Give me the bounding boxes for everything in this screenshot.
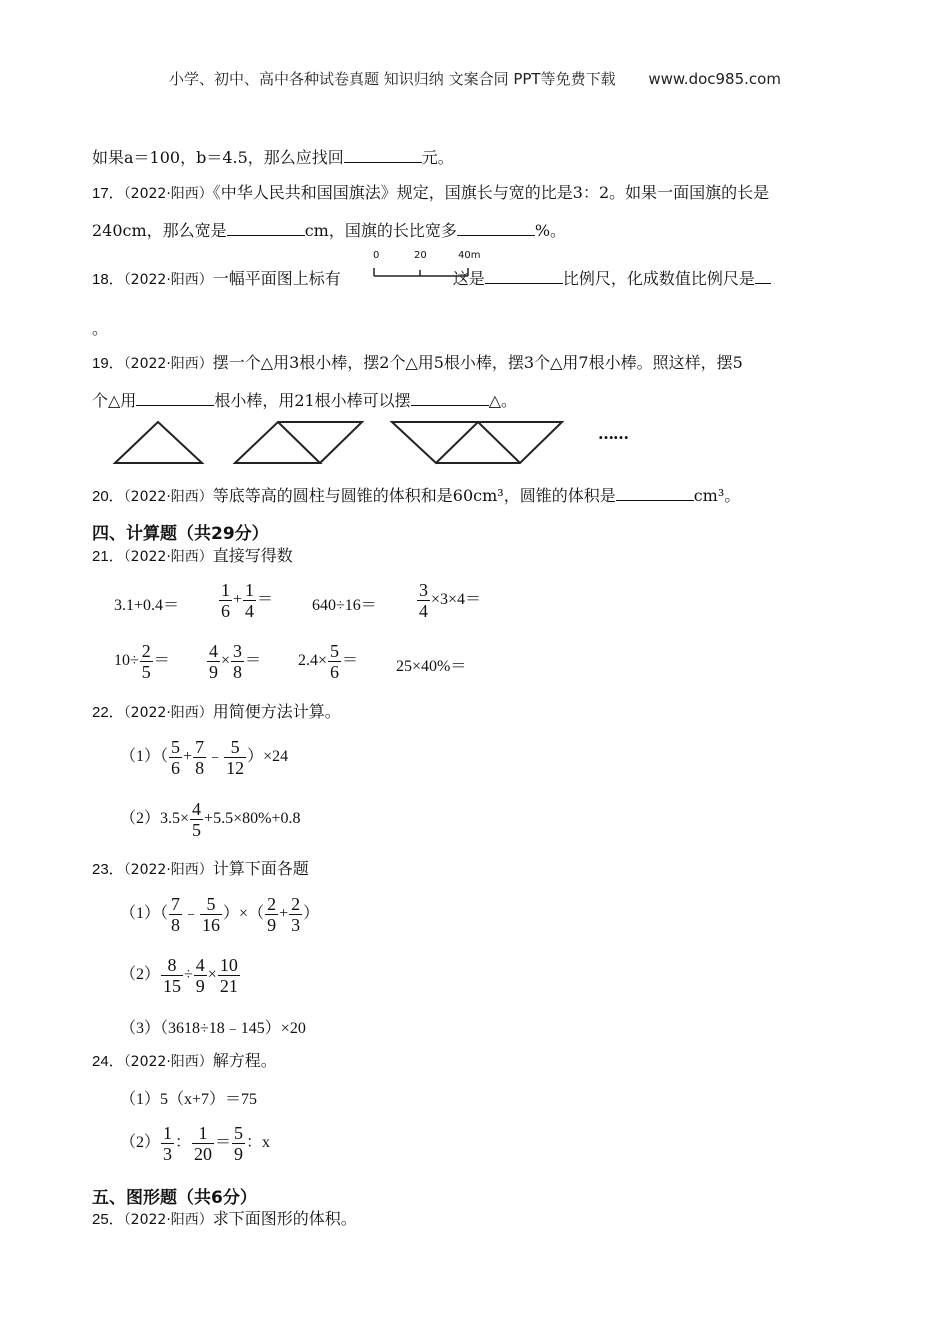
q24-p1: （1）5（x+7）＝75: [120, 1091, 258, 1108]
q23-p1: （1）（ $\frac{7}{8}$ ﹣ $\frac{5}{16}$ ）×（ $\frac{2}{9}$ + $\frac{2}{3}$ ）: [120, 894, 320, 935]
q21-r2-b: $\frac{4}{9}$ × $\frac{3}{8}$ ＝: [209, 641, 262, 682]
answer-blank[interactable]: [227, 219, 305, 236]
q22-line: 22．（2022·阳西）用简便方法计算。: [92, 702, 341, 721]
triangle-icon: [278, 422, 362, 463]
section-title-5: 五、图形题（共6分）: [92, 1188, 257, 1208]
q17-line2: 240cm，那么宽是 cm，国旗的长比宽多 %。: [92, 221, 567, 240]
q25-line: 25．（2022·阳西）求下面图形的体积。: [92, 1209, 357, 1228]
answer-blank[interactable]: [755, 267, 771, 284]
answer-blank[interactable]: [136, 389, 214, 406]
q18-line: 18．（2022·阳西）一幅平面图上标有 这是 比例尺，化成数值比例尺是: [92, 267, 771, 291]
answer-blank[interactable]: [457, 219, 535, 236]
answer-blank[interactable]: [616, 484, 694, 501]
q16-continuation: 如果a＝100，b＝4.5，那么应找回 元。: [92, 148, 454, 167]
q21-r1-b: $\frac{1}{6}$ + $\frac{1}{4}$ ＝: [221, 580, 274, 621]
q21-r2-d: 25×40%＝: [396, 658, 467, 675]
q24-line: 24．（2022·阳西）解方程。: [92, 1051, 277, 1070]
q22-p1: （1）（ $\frac{5}{6}$ + $\frac{7}{8}$ ﹣ $\frac{5}{12}$ ）×24: [120, 737, 289, 778]
answer-blank[interactable]: [485, 267, 563, 284]
answer-blank[interactable]: [411, 389, 489, 406]
q23-line: 23．（2022·阳西）计算下面各题: [92, 859, 309, 878]
q19-line2: 个△用 根小棒，用21根小棒可以摆 △。: [92, 391, 517, 410]
header-text: 小学、初中、高中各种试卷真题 知识归纳 文案合同 PPT等免费下载: [169, 70, 616, 88]
scale-bar-image: 0 20 40m: [370, 250, 474, 280]
triangle-icon: [115, 422, 202, 463]
triangle-icon: [235, 422, 320, 463]
section-title-4: 四、计算题（共29分）: [92, 524, 269, 544]
header-site: www.doc985.com: [648, 70, 781, 88]
page-header: [0, 68, 950, 89]
continuation-dots: ……: [598, 424, 628, 443]
q21-r2-a: 10÷ $\frac{2}{5}$ ＝: [114, 641, 170, 682]
q21-line: 21．（2022·阳西）直接写得数: [92, 546, 293, 565]
q24-p2: （2） $\frac{1}{3}$ ： $\frac{1}{20}$ ＝ $\frac{5}{9}$ ：x: [120, 1123, 271, 1164]
answer-blank[interactable]: [344, 146, 422, 163]
scale-bar-icon: [370, 262, 474, 280]
q23-p2: （2） $\frac{8}{15}$ ÷ $\frac{4}{9}$ × $\frac{10}{21}$: [120, 955, 238, 996]
q18-end: 。: [92, 319, 109, 338]
q20-line: 20．（2022·阳西）等底等高的圆柱与圆锥的体积和是60cm³，圆锥的体积是 cm³。: [92, 486, 741, 505]
q21-r1-a: 3.1+0.4＝: [114, 597, 180, 614]
triangle-sticks-figure: [110, 418, 650, 468]
q21-r1-d: $\frac{3}{4}$ ×3×4＝: [419, 580, 482, 621]
q21-r1-c: 640÷16＝: [312, 597, 377, 614]
q17-line1: 17．（2022·阳西）《中华人民共和国国旗法》规定，国旗长与宽的比是3：2。如果一面国旗的长是: [92, 183, 770, 202]
q22-p2: （2）3.5× $\frac{4}{5}$ +5.5×80%+0.8: [120, 799, 301, 840]
triangle-icon: [392, 422, 562, 463]
q21-r2-c: 2.4× $\frac{5}{6}$ ＝: [298, 641, 359, 682]
q19-line1: 19．（2022·阳西）摆一个△用3根小棒，摆2个△用5根小棒，摆3个△用7根小棒。照这样，摆5: [92, 353, 743, 372]
q23-p3: （3）（3618÷18﹣145）×20: [120, 1020, 306, 1037]
